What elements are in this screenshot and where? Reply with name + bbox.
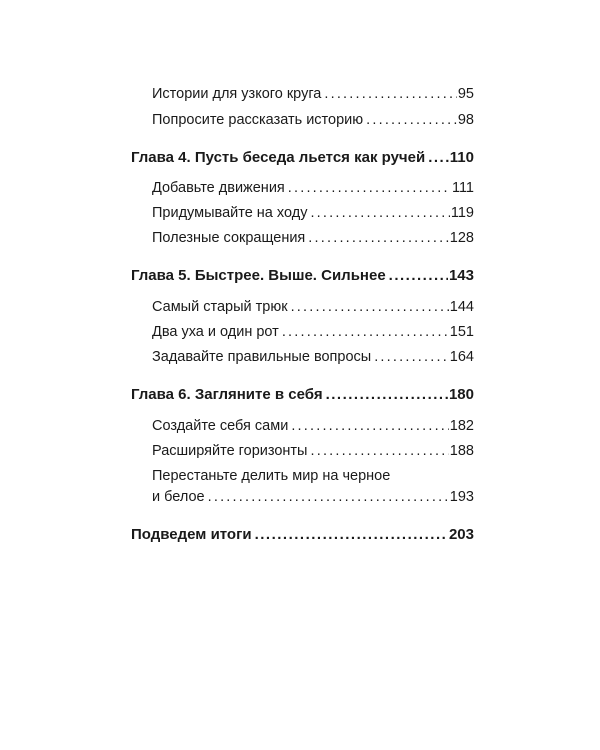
toc-entry <box>152 487 474 507</box>
dot-leader <box>282 322 449 342</box>
toc-entry-title: Создайте себя сами <box>152 418 289 434</box>
toc-entry-page: 188 <box>449 443 474 459</box>
toc-entry-title: Два уха и один рот <box>152 324 279 340</box>
toc-entry <box>152 297 474 317</box>
toc-entry <box>152 347 474 367</box>
dot-leader <box>208 487 449 507</box>
toc-entry-page: 164 <box>449 349 474 365</box>
toc-entry-title: Придумывайте на ходу <box>152 205 308 221</box>
dot-leader <box>291 416 448 436</box>
dot-leader <box>255 525 448 545</box>
toc-entry-title: Полезные сокращения <box>152 230 306 246</box>
toc-chapter-title: Глава 6. Загляните в себя <box>131 386 323 403</box>
toc-entry-title-line1: Перестаньте делить мир на черное <box>152 468 391 484</box>
toc-entry-title-line2: и белое <box>152 489 205 505</box>
toc-entry <box>152 441 474 461</box>
dot-leader <box>389 266 448 286</box>
dot-leader <box>291 297 449 317</box>
toc-chapter <box>131 385 474 405</box>
dot-leader <box>428 148 449 168</box>
toc-entry-title: Самый старый трюк <box>152 299 288 315</box>
dot-leader <box>310 441 448 461</box>
toc-chapter-title: Глава 4. Пусть беседа льется как ручей <box>131 149 426 166</box>
toc-chapter-page: 143 <box>448 267 474 284</box>
dot-leader <box>366 110 457 130</box>
dot-leader <box>326 385 448 405</box>
toc-entry <box>152 322 474 342</box>
toc-entry-page: 111 <box>451 180 474 196</box>
dot-leader <box>310 203 449 223</box>
toc-entry <box>152 203 474 223</box>
dot-leader <box>308 228 449 248</box>
toc-entry <box>152 178 474 198</box>
toc-entry <box>152 84 474 104</box>
toc-entry <box>152 228 474 248</box>
dot-leader <box>324 84 456 104</box>
dot-leader <box>288 178 451 198</box>
toc-chapter <box>131 148 474 168</box>
toc-entry-page: 144 <box>449 299 474 315</box>
toc-entry-title: Истории для узкого круга <box>152 86 322 102</box>
toc-chapter-title: Подведем итоги <box>131 526 252 543</box>
toc-chapter-page: 180 <box>448 386 474 403</box>
toc-entry-title: Расширяйте горизонты <box>152 443 308 459</box>
toc-chapter-page: 110 <box>449 149 474 166</box>
toc-entry <box>152 416 474 436</box>
toc-entry-page: 128 <box>449 230 474 246</box>
toc-entry-page: 182 <box>449 418 474 434</box>
toc-entry-page: 193 <box>449 489 474 505</box>
toc-entry-title: Добавьте движения <box>152 180 285 196</box>
toc-entry-title: Задавайте правильные вопросы <box>152 349 372 365</box>
toc-chapter <box>131 266 474 286</box>
toc-entry-page: 95 <box>457 86 474 102</box>
toc-entry <box>152 110 474 130</box>
toc-entry-page: 98 <box>457 112 474 128</box>
toc-entry-title: Попросите рассказать историю <box>152 112 364 128</box>
toc-entry-page: 119 <box>450 205 474 221</box>
toc-entry-page: 151 <box>449 324 474 340</box>
toc-chapter-title: Глава 5. Быстрее. Выше. Сильнее <box>131 267 386 284</box>
toc-chapter <box>131 525 474 545</box>
toc-chapter-page: 203 <box>448 526 474 543</box>
dot-leader <box>374 347 449 367</box>
